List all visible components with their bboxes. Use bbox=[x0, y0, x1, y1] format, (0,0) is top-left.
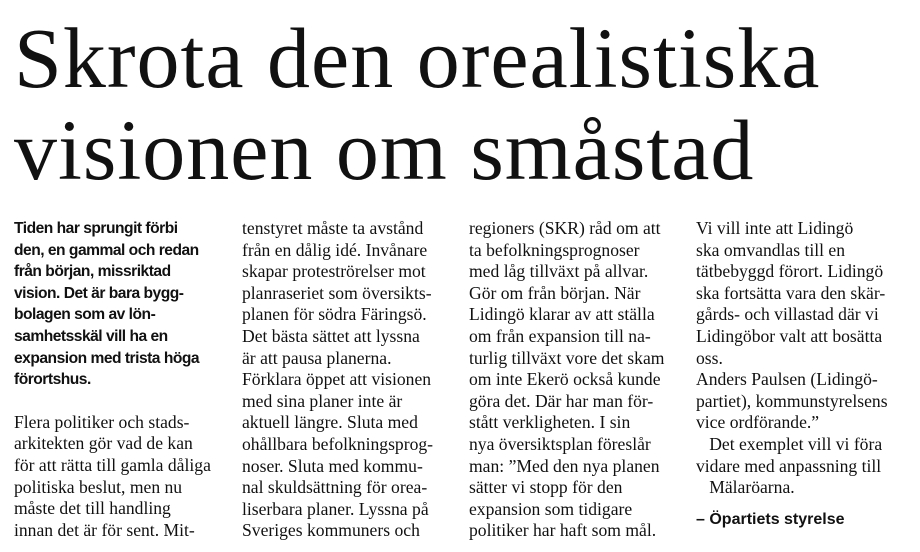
body-line: måste det till handling bbox=[14, 498, 171, 519]
body-paragraph bbox=[696, 218, 912, 499]
body-line: partiet), kommunstyrelsens bbox=[696, 390, 888, 411]
body-line: ska omvandlas till en bbox=[696, 239, 846, 260]
body-line: Det bästa sättet att lyssna bbox=[242, 325, 420, 346]
lead-line: expansion med trista höga bbox=[14, 349, 200, 367]
body-line: Mälaröarna. bbox=[696, 477, 795, 498]
body-paragraph bbox=[242, 218, 458, 542]
body-line: om inte Ekerö också kunde bbox=[469, 369, 661, 390]
body-paragraph bbox=[469, 218, 685, 542]
body-line: innan det är för sent. Mit- bbox=[14, 519, 195, 540]
body-line: oss. bbox=[696, 347, 723, 368]
body-line: nal skuldsättning för orea- bbox=[242, 477, 428, 498]
paragraph-gap bbox=[14, 391, 230, 412]
body-line: turlig tillväxt vore det skam bbox=[469, 347, 665, 368]
body-line: man: ”Med den nya planen bbox=[469, 455, 660, 476]
signature bbox=[696, 509, 912, 531]
body-line: planraseriet som översikts- bbox=[242, 282, 432, 303]
body-line: vice ordförande.” bbox=[696, 412, 820, 433]
body-line: sätter vi stopp för den bbox=[469, 477, 623, 498]
body-line: Lidingöbor valt att bosätta bbox=[696, 325, 883, 346]
body-line: Sveriges kommuners och bbox=[242, 520, 420, 541]
body-line: tenstyret måste ta avstånd bbox=[242, 218, 424, 238]
body-line: arkitekten gör vad de kan bbox=[14, 433, 193, 454]
body-line: vidare med anpassning till bbox=[696, 455, 882, 476]
paragraph-gap bbox=[696, 499, 912, 509]
body-line: liserbara planer. Lyssna på bbox=[242, 498, 429, 519]
body-paragraph bbox=[14, 412, 230, 542]
body-line: med sina planer inte är bbox=[242, 390, 403, 411]
lead-paragraph bbox=[14, 218, 230, 391]
body-line: Flera politiker och stads- bbox=[14, 411, 190, 432]
column-1 bbox=[14, 218, 230, 541]
body-line: aktuell längre. Sluta med bbox=[242, 412, 418, 433]
body-line: för att rätta till gamla dåliga bbox=[14, 454, 211, 475]
body-line: politiska beslut, men nu bbox=[14, 476, 183, 497]
body-line: Lidingö klarar av att ställa bbox=[469, 304, 655, 325]
column-4 bbox=[696, 218, 912, 530]
body-line: stått verkligheten. I sin bbox=[469, 412, 631, 433]
body-line: Vi vill inte att Lidingö bbox=[696, 218, 854, 238]
lead-line: samhetsskäl vill ha en bbox=[14, 327, 168, 345]
body-line: med låg tillväxt på allvar. bbox=[469, 261, 649, 282]
body-line: politiker har haft som mål. bbox=[469, 520, 657, 541]
headline-line-1: Skrota den orealistiska bbox=[14, 10, 821, 106]
body-line: Det exemplet vill vi föra bbox=[696, 433, 883, 454]
lead-line: förortshus. bbox=[14, 371, 91, 389]
column-3 bbox=[469, 218, 685, 542]
body-line: ska fortsätta vara den skär- bbox=[696, 282, 886, 303]
lead-line: bolagen som av lön- bbox=[14, 306, 156, 324]
body-line: regioners (SKR) råd om att bbox=[469, 218, 661, 238]
body-line: Gör om från början. När bbox=[469, 282, 641, 303]
column-2 bbox=[242, 218, 458, 542]
body-line: ta befolkningsprognoser bbox=[469, 239, 640, 260]
body-line: från en dålig idé. Invånare bbox=[242, 239, 428, 260]
body-line: gårds- och villastad där vi bbox=[696, 304, 879, 325]
body-line: planen för södra Färingsö. bbox=[242, 304, 427, 325]
lead-line: Tiden har sprungit förbi bbox=[14, 220, 178, 237]
body-line: nya översiktsplan föreslår bbox=[469, 433, 651, 454]
body-line: Anders Paulsen (Lidingö- bbox=[696, 369, 878, 390]
body-line: ohållbara befolkningsprog- bbox=[242, 433, 434, 454]
body-line: noser. Sluta med kommu- bbox=[242, 455, 423, 476]
body-line: expansion som tidigare bbox=[469, 498, 633, 519]
signature-text: – Öpartiets styrelse bbox=[696, 510, 845, 528]
headline bbox=[14, 12, 914, 196]
body-line: om från expansion till na- bbox=[469, 325, 651, 346]
body-line: Förklara öppet att visionen bbox=[242, 369, 432, 390]
body-line: är att pausa planerna. bbox=[242, 347, 392, 368]
body-line: göra det. Där har man för- bbox=[469, 390, 654, 411]
lead-line: från början, missriktad bbox=[14, 263, 171, 281]
headline-line-2: visionen om småstad bbox=[14, 102, 755, 198]
lead-line: vision. Det är bara bygg- bbox=[14, 284, 184, 302]
lead-line: den, en gammal och redan bbox=[14, 241, 199, 259]
body-line: skapar proteströrelser mot bbox=[242, 261, 426, 282]
body-line: tätbebyggd förort. Lidingö bbox=[696, 261, 884, 282]
